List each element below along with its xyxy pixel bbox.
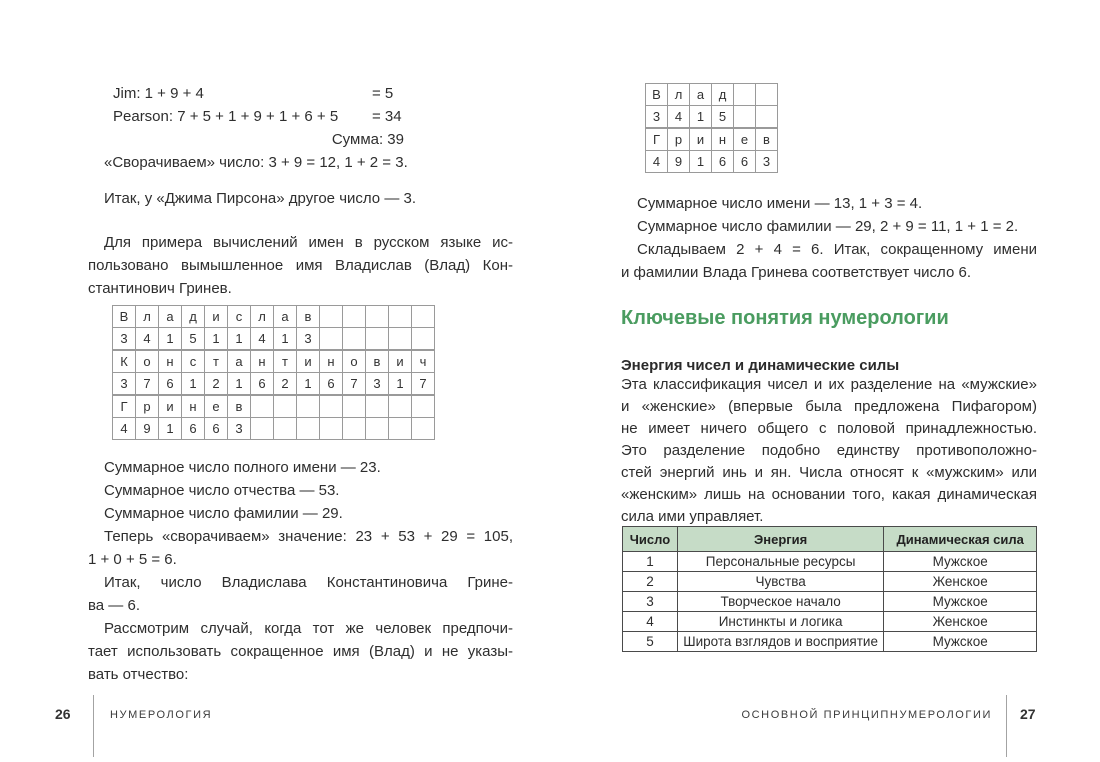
- jim-conclusion-text: Итак, у «Джима Пирсона» другое число — 3.: [104, 190, 416, 207]
- grid-cell: [274, 418, 297, 440]
- text-line: стантинович Гринев.: [88, 280, 232, 297]
- grid-cell: [366, 306, 389, 328]
- calc-expression: Pearson: 7 + 5 + 1 + 9 + 1 + 6 + 5: [113, 108, 339, 125]
- grid-cell: л: [251, 306, 274, 328]
- table-cell: Женское: [884, 612, 1037, 632]
- grid-cell: [389, 396, 412, 418]
- table-cell: 2: [623, 572, 678, 592]
- grid-cell: [756, 106, 778, 128]
- text-line: ва — 6.: [88, 597, 140, 614]
- grid-cell: [297, 396, 320, 418]
- footer-divider-left: [93, 695, 94, 757]
- full-name-results-block: [88, 456, 513, 686]
- grid-cell: н: [159, 351, 182, 373]
- grid-cell: 6: [734, 151, 756, 173]
- grid-cell: [251, 396, 274, 418]
- grid-cell: 6: [712, 151, 734, 173]
- grid-cell: и: [159, 396, 182, 418]
- section-heading: Ключевые понятия нумерологии: [621, 307, 949, 329]
- short-name-summary-block: [621, 192, 1037, 284]
- grid-cell: 6: [251, 373, 274, 395]
- grid-cell: и: [690, 129, 712, 151]
- grid-cell: Г: [113, 396, 136, 418]
- grid-cell: 1: [297, 373, 320, 395]
- name-number-subtable: [645, 83, 778, 128]
- grid-cell: 1: [205, 328, 228, 350]
- grid-cell: о: [343, 351, 366, 373]
- grid-cell: Г: [646, 129, 668, 151]
- grid-cell: в: [228, 396, 251, 418]
- grid-cell: [320, 418, 343, 440]
- grid-cell: 3: [366, 373, 389, 395]
- calc-fold-line: «Сворачиваем» число: 3 + 9 = 12, 1 + 2 = 3.: [104, 154, 408, 171]
- grid-cell: [389, 328, 412, 350]
- text-line: Теперь «сворачиваем» значение: 23 + 53 + 29 = 105,: [104, 528, 513, 545]
- intro-paragraph: [88, 231, 513, 300]
- energy-table-grid: [622, 526, 1037, 652]
- running-title-right: ОСНОВНОЙ ПРИНЦИПНУМЕРОЛОГИИ: [741, 709, 992, 721]
- grid-cell: л: [136, 306, 159, 328]
- table-cell: Женское: [884, 572, 1037, 592]
- grid-cell: о: [136, 351, 159, 373]
- text-line: Рассмотрим случай, когда тот же человек предпочи-: [104, 620, 513, 637]
- grid-cell: т: [274, 351, 297, 373]
- grid-cell: р: [136, 396, 159, 418]
- grid-cell: д: [182, 306, 205, 328]
- grid-cell: 7: [136, 373, 159, 395]
- grid-cell: 4: [136, 328, 159, 350]
- text-line: и фамилии Влада Гринева соответствует число 6.: [621, 264, 971, 281]
- text-line: Это разделение подобно единству противоположно-: [621, 442, 1037, 459]
- running-title-left: НУМЕРОЛОГИЯ: [110, 709, 213, 721]
- calc-result: = 5: [372, 85, 394, 102]
- name-number-subtable: [112, 350, 435, 395]
- table-cell: Широта взглядов и восприятие: [677, 632, 883, 652]
- grid-cell: а: [274, 306, 297, 328]
- grid-cell: р: [668, 129, 690, 151]
- calc-expression: Jim: 1 + 9 + 4: [113, 85, 204, 102]
- grid-cell: [320, 306, 343, 328]
- grid-cell: 6: [320, 373, 343, 395]
- table-cell: Персональные ресурсы: [677, 552, 883, 572]
- table-cell: 3: [623, 592, 678, 612]
- calc-sum-line: Сумма: 39: [331, 131, 404, 148]
- energy-table: [622, 526, 1037, 652]
- grid-cell: а: [690, 84, 712, 106]
- text-line: Эта классификация чисел и их разделение на «мужские»: [621, 376, 1037, 393]
- text-line: Для примера вычислений имен в русском языке ис-: [104, 234, 513, 251]
- text-line: Итак, число Владислава Константиновича Грине-: [104, 574, 513, 591]
- grid-cell: 4: [646, 151, 668, 173]
- text-line: тает использовать сокращенное имя (Влад) и не указы-: [88, 643, 513, 660]
- full-name-number-grid: [112, 305, 435, 440]
- grid-cell: 3: [113, 328, 136, 350]
- text-line: стей энергий инь и ян. Числа относят к «мужским» или: [621, 464, 1037, 481]
- grid-cell: в: [366, 351, 389, 373]
- grid-cell: е: [205, 396, 228, 418]
- grid-cell: 4: [113, 418, 136, 440]
- calc-result: = 34: [372, 108, 402, 125]
- name-number-subtable: [112, 305, 435, 350]
- grid-cell: [343, 396, 366, 418]
- grid-cell: [756, 84, 778, 106]
- table-cell: Мужское: [884, 632, 1037, 652]
- grid-cell: 3: [228, 418, 251, 440]
- grid-cell: [412, 306, 435, 328]
- grid-cell: 6: [159, 373, 182, 395]
- grid-cell: 1: [389, 373, 412, 395]
- grid-cell: 1: [228, 328, 251, 350]
- table-cell: 4: [623, 612, 678, 632]
- text-line: Суммарное число отчества — 53.: [104, 482, 340, 499]
- calc-line-pearson: [88, 105, 408, 128]
- grid-cell: 4: [668, 106, 690, 128]
- grid-cell: 1: [690, 151, 712, 173]
- text-line: не имеет ничего общего с половой принадлежностью.: [621, 420, 1037, 437]
- table-cell: 5: [623, 632, 678, 652]
- grid-cell: и: [205, 306, 228, 328]
- grid-cell: [412, 396, 435, 418]
- text-line: Суммарное число имени — 13, 1 + 3 = 4.: [637, 195, 923, 212]
- text-line: Суммарное число полного имени — 23.: [104, 459, 381, 476]
- grid-cell: [412, 328, 435, 350]
- grid-cell: 9: [136, 418, 159, 440]
- grid-cell: 3: [756, 151, 778, 173]
- grid-cell: 7: [343, 373, 366, 395]
- grid-cell: 5: [182, 328, 205, 350]
- grid-cell: в: [297, 306, 320, 328]
- grid-cell: 6: [182, 418, 205, 440]
- calc-line-jim: [88, 82, 408, 105]
- grid-cell: е: [734, 129, 756, 151]
- grid-cell: 3: [113, 373, 136, 395]
- grid-cell: К: [113, 351, 136, 373]
- grid-cell: с: [182, 351, 205, 373]
- page-number-left: 26: [55, 706, 71, 722]
- column-header: Число: [623, 527, 678, 552]
- grid-cell: 1: [274, 328, 297, 350]
- grid-cell: [343, 328, 366, 350]
- grid-cell: 1: [159, 418, 182, 440]
- page-number-right: 27: [1020, 706, 1036, 722]
- grid-cell: [366, 396, 389, 418]
- short-name-number-grid: [645, 83, 778, 173]
- grid-cell: [734, 84, 756, 106]
- grid-cell: [343, 306, 366, 328]
- grid-cell: н: [320, 351, 343, 373]
- grid-cell: а: [228, 351, 251, 373]
- grid-cell: а: [159, 306, 182, 328]
- grid-cell: и: [297, 351, 320, 373]
- grid-cell: н: [182, 396, 205, 418]
- grid-cell: [366, 418, 389, 440]
- grid-cell: в: [756, 129, 778, 151]
- name-number-subtable: [645, 128, 778, 173]
- grid-cell: [389, 418, 412, 440]
- grid-cell: [297, 418, 320, 440]
- grid-cell: 6: [205, 418, 228, 440]
- text-line: «женским» лишь на основании того, какая динамическая: [621, 486, 1037, 503]
- text-line: Суммарное число фамилии — 29.: [104, 505, 343, 522]
- name-number-subtable: [112, 395, 435, 440]
- grid-cell: 1: [159, 328, 182, 350]
- grid-cell: 2: [205, 373, 228, 395]
- text-line: сила ими управляет.: [621, 508, 764, 525]
- grid-cell: В: [113, 306, 136, 328]
- table-cell: Чувства: [677, 572, 883, 592]
- grid-cell: [412, 418, 435, 440]
- grid-cell: л: [668, 84, 690, 106]
- footer-divider-right: [1006, 695, 1007, 757]
- grid-cell: ч: [412, 351, 435, 373]
- grid-cell: 5: [712, 106, 734, 128]
- right-page: [550, 0, 1100, 762]
- grid-cell: т: [205, 351, 228, 373]
- grid-cell: [274, 396, 297, 418]
- grid-cell: 2: [274, 373, 297, 395]
- grid-cell: В: [646, 84, 668, 106]
- grid-cell: и: [389, 351, 412, 373]
- text-line: Суммарное число фамилии — 29, 2 + 9 = 11, 1 + 1 = 2.: [637, 218, 1019, 235]
- grid-cell: [320, 328, 343, 350]
- text-line: пользовано вымышленное имя Владислав (Влад) Кон-: [88, 257, 513, 274]
- grid-cell: [734, 106, 756, 128]
- text-line: и «женские» (впервые была предложена Пифагором): [621, 398, 1037, 415]
- jim-pearson-calc-block: [88, 82, 408, 174]
- table-cell: Мужское: [884, 592, 1037, 612]
- grid-cell: [343, 418, 366, 440]
- grid-cell: н: [712, 129, 734, 151]
- text-line: вать отчество:: [88, 666, 189, 683]
- grid-cell: 3: [646, 106, 668, 128]
- grid-cell: [366, 328, 389, 350]
- grid-cell: 1: [228, 373, 251, 395]
- table-cell: Творческое начало: [677, 592, 883, 612]
- grid-cell: д: [712, 84, 734, 106]
- grid-cell: 9: [668, 151, 690, 173]
- column-header: Динамическая сила: [884, 527, 1037, 552]
- energy-body-paragraph: [621, 374, 1037, 528]
- grid-cell: 7: [412, 373, 435, 395]
- subsection-heading: Энергия чисел и динамические силы: [621, 357, 900, 374]
- text-line: Складываем 2 + 4 = 6. Итак, сокращенному имени: [637, 241, 1037, 258]
- table-cell: Мужское: [884, 552, 1037, 572]
- text-line: 1 + 0 + 5 = 6.: [88, 551, 177, 568]
- grid-cell: [389, 306, 412, 328]
- table-cell: 1: [623, 552, 678, 572]
- grid-cell: [320, 396, 343, 418]
- grid-cell: с: [228, 306, 251, 328]
- grid-cell: н: [251, 351, 274, 373]
- column-header: Энергия: [677, 527, 883, 552]
- grid-cell: 3: [297, 328, 320, 350]
- grid-cell: 4: [251, 328, 274, 350]
- table-cell: Инстинкты и логика: [677, 612, 883, 632]
- grid-cell: 1: [182, 373, 205, 395]
- grid-cell: 1: [690, 106, 712, 128]
- grid-cell: [251, 418, 274, 440]
